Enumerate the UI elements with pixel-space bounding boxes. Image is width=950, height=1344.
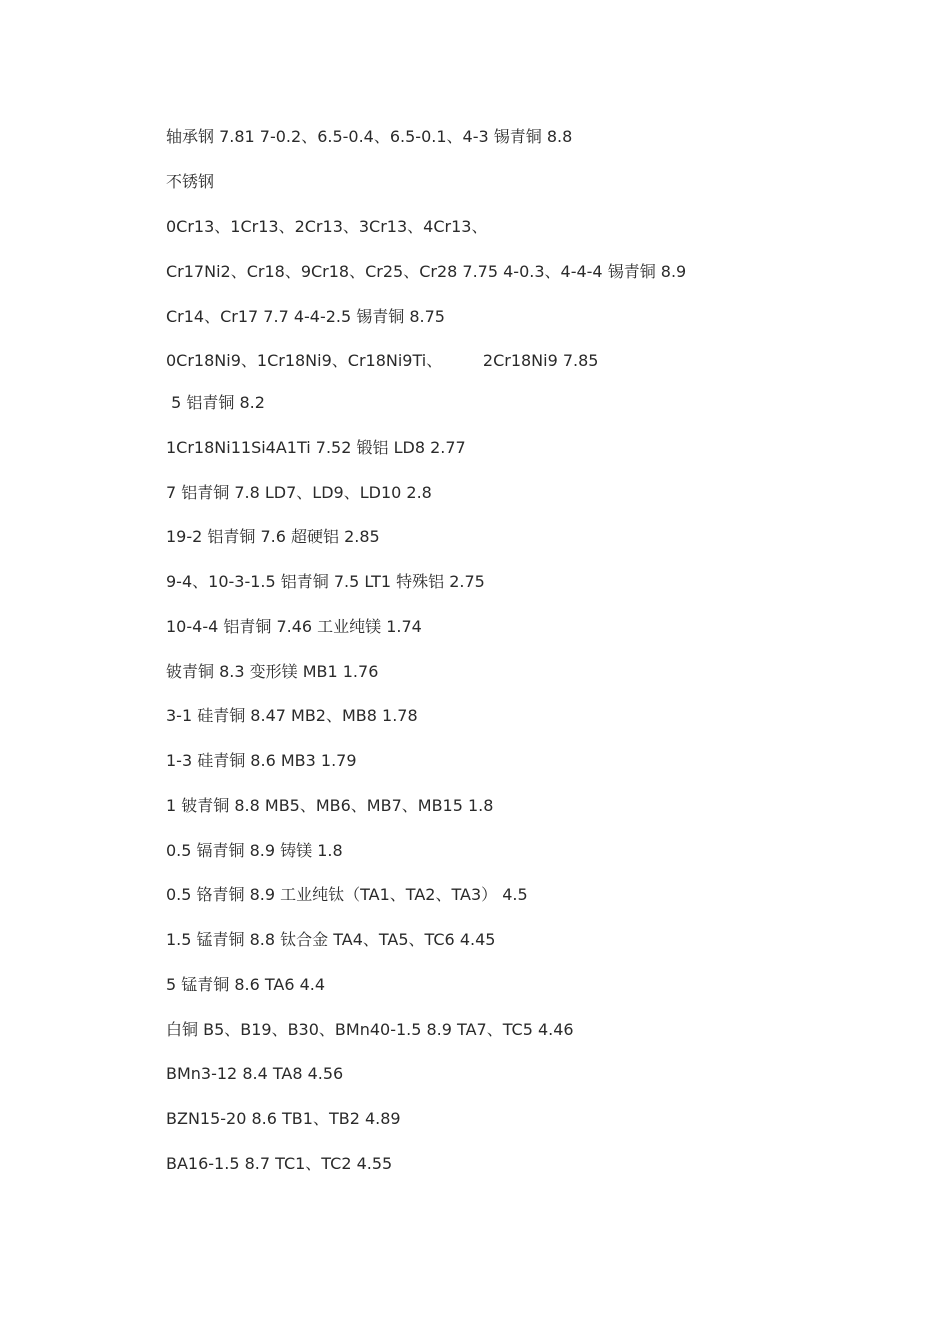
text-line: 1.5 锰青铜 8.8 钛合金 TA4、TA5、TC6 4.45	[166, 930, 496, 949]
text-line: 轴承钢 7.81 7-0.2、6.5-0.4、6.5-0.1、4-3 锡青铜 8.8	[166, 127, 573, 146]
text-line: Cr14、Cr17 7.7 4-4-2.5 锡青铜 8.75	[166, 307, 445, 326]
text-line: 3-1 硅青铜 8.47 MB2、MB8 1.78	[166, 706, 418, 725]
text-line: 1-3 硅青铜 8.6 MB3 1.79	[166, 751, 357, 770]
text-line: 0Cr18Ni9、1Cr18Ni9、Cr18Ni9Ti、 2Cr18Ni9 7.85	[166, 351, 599, 370]
text-line: 1 铍青铜 8.8 MB5、MB6、MB7、MB15 1.8	[166, 796, 494, 815]
text-line: 19-2 铝青铜 7.6 超硬铝 2.85	[166, 527, 380, 546]
text-line: Cr17Ni2、Cr18、9Cr18、Cr25、Cr28 7.75 4-0.3、4-4-4 锡青铜 8.9	[166, 262, 687, 281]
text-line: 7 铝青铜 7.8 LD7、LD9、LD10 2.8	[166, 483, 432, 502]
text-line: 5 锰青铜 8.6 TA6 4.4	[166, 975, 326, 994]
text-line: 白铜 B5、B19、B30、BMn40-1.5 8.9 TA7、TC5 4.46	[166, 1020, 574, 1039]
text-line: 0.5 镉青铜 8.9 铸镁 1.8	[166, 841, 343, 860]
text-line: 0.5 铬青铜 8.9 工业纯钛（TA1、TA2、TA3） 4.5	[166, 885, 528, 904]
text-line: 铍青铜 8.3 变形镁 MB1 1.76	[166, 662, 379, 681]
text-line: BMn3-12 8.4 TA8 4.56	[166, 1064, 344, 1083]
text-line: BA16-1.5 8.7 TC1、TC2 4.55	[166, 1154, 393, 1173]
text-line: 0Cr13、1Cr13、2Cr13、3Cr13、4Cr13、	[166, 217, 488, 236]
text-line: 1Cr18Ni11Si4A1Ti 7.52 锻铝 LD8 2.77	[166, 438, 466, 457]
text-line: 10-4-4 铝青铜 7.46 工业纯镁 1.74	[166, 617, 422, 636]
section-heading: 不锈钢	[166, 172, 215, 191]
text-line: 5 铝青铜 8.2	[166, 393, 265, 412]
text-line: BZN15-20 8.6 TB1、TB2 4.89	[166, 1109, 401, 1128]
text-line: 9-4、10-3-1.5 铝青铜 7.5 LT1 特殊铝 2.75	[166, 572, 485, 591]
